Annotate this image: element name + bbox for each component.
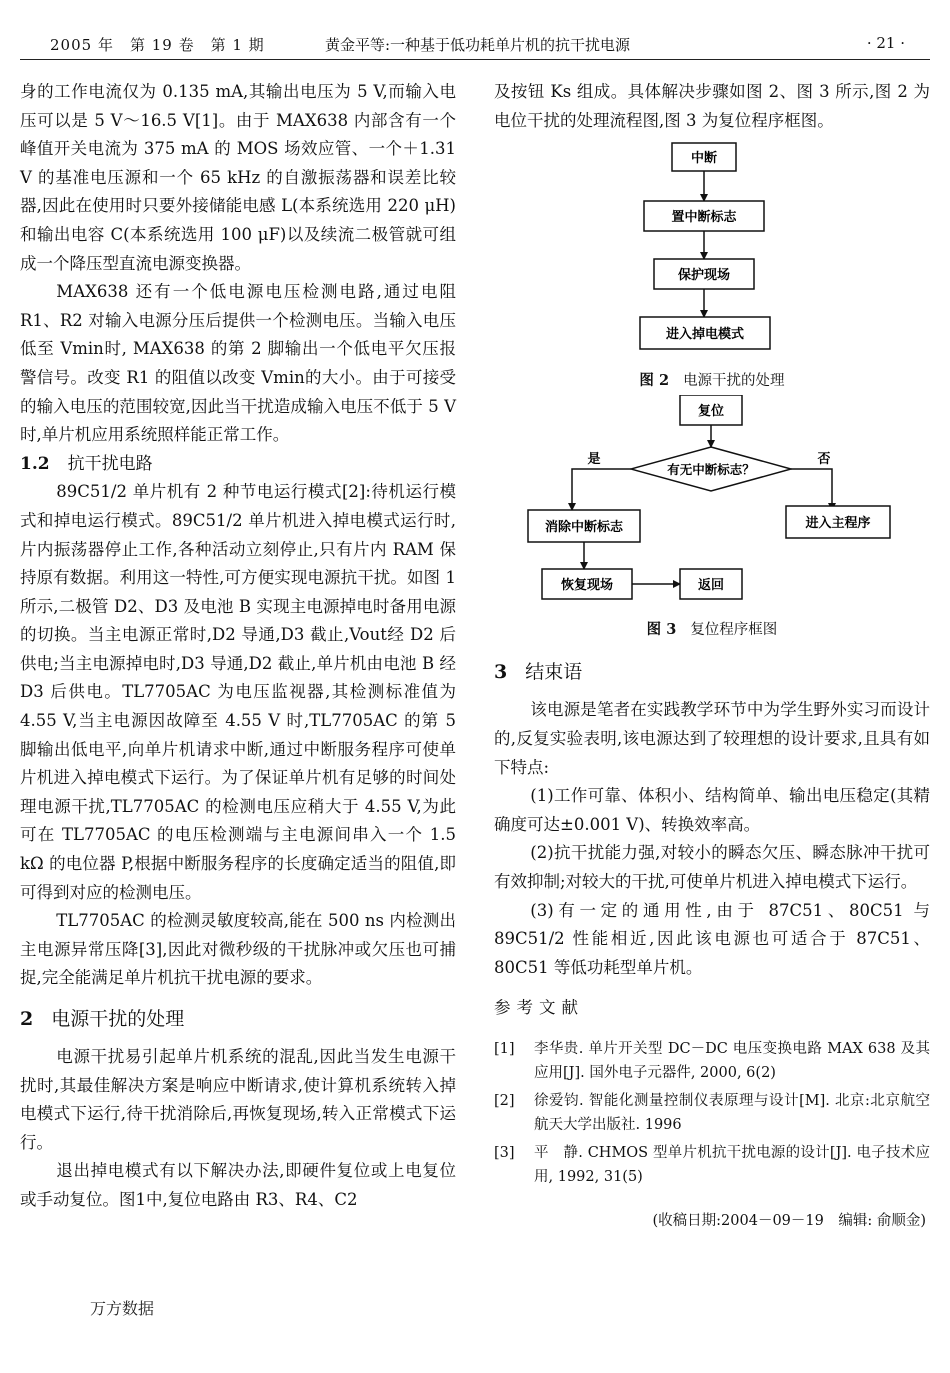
right-column [494,78,930,1236]
figure-number: 图 3 [646,621,677,639]
issue-info: 2005 年 第 19 卷 第 1 期 [50,36,265,54]
paragraph: 该电源是笔者在实践教学环节中为学生野外实习而设计的,反复实验表明,该电源达到了较理想的设计要求,且具有如下特点: [494,700,930,777]
section-number: 1.2 [20,453,50,474]
reference-item [494,1141,930,1189]
node-restore-context-label: 恢复现场 [560,577,614,593]
paragraph: 身的工作电流仅为 0.135 mA,其输出电压为 5 V,而输入电压可以是 5 V～16.5 V[1]。由于 MAX638 内部含有一个峰值开关电流为 375 mA 的 MOS 场效应管、一个＋1.31 V 的基准电压源和一个 65 kHz 的自激振荡器和误差比较器,因此在使用时只要外接储能电感 L(本系统选用 220 μH)和输出电容 C(本系统选用 100 μF)以及续流二极管就可组成一个降压型直流电源变换器。 [20,82,456,273]
header-rule [20,59,930,60]
node-set-flag-label: 置中断标志 [671,210,737,226]
paragraph: (3)有一定的通用性,由于 87C51、80C51 与 89C51/2 性能相近,因此该电源也可适合于 87C51、80C51 等低功耗型单片机。 [494,900,930,977]
reference-item [494,1089,930,1137]
node-main-program-label: 进入主程序 [805,515,871,531]
node-reset-label: 复位 [697,403,725,419]
section-title: 结束语 [525,661,583,684]
footer-watermark: 万方数据 [90,1299,155,1318]
reference-text: 平 静. CHMOS 型单片机抗干扰电源的设计[J]. 电子技术应用, 1992, 31(5) [534,1144,930,1185]
reference-item [494,1037,930,1085]
node-interrupt-label: 中断 [690,151,718,167]
left-column [20,78,456,1215]
running-header [20,30,930,60]
section-heading-1-2 [20,450,456,479]
node-save-context-label: 保护现场 [677,268,731,284]
figure-3-caption [494,620,930,640]
yes-branch [572,469,631,510]
section-number: 3 [494,661,508,684]
reference-number: [3] [494,1144,515,1161]
figure-number: 图 2 [639,371,670,389]
section-number: 2 [20,1008,34,1030]
decision-label: 有无中断标志？ [667,461,755,477]
section-heading-2 [20,1005,456,1033]
figure-caption-text: 复位程序框图 [690,622,778,639]
paragraph: TL7705AC 的检测灵敏度较高,能在 500 ns 内检测出主电源异常压降[3],因此对微秒级的干扰脉冲或欠压也可捕捉,完全能满足单片机抗干扰电源的要求。 [20,911,456,988]
figure-3-flowchart [494,395,930,609]
node-return-label: 返回 [697,577,725,593]
section-title: 抗干扰电路 [67,453,153,474]
running-title: 黄金平等:一种基于低功耗单片机的抗干扰电源 [325,36,631,54]
paragraph: 退出掉电模式有以下解决办法,即硬件复位或上电复位或手动复位。图1中,复位电路由 R3、R4、C2 [20,1161,456,1209]
reference-text: 徐爱钧. 智能化测量控制仪表原理与设计[M]. 北京:北京航空航天大学出版社. 1996 [534,1092,930,1133]
page-number: · 21 · [866,34,905,52]
yes-label: 是 [587,451,601,467]
paragraph: 89C51/2 单片机有 2 种节电运行模式[2]:待机运行模式和掉电运行模式。89C51/2 单片机进入掉电模式运行时,片内振荡器停止工作,各种活动立刻停止,只有片内 RAM 保持原有数据。利用这一特性,可方便实现电源抗干扰。如图 1 所示,二极管 D2、D3 及电池 B 实现主电源掉电时备用电源的切换。当主电源正常时,D2 导通,D3 截止,Vout经 D2 后供电;当主电源掉电时,D3 导通,D2 截止,单片机由电池 B 经 D3 后供电。TL7705AC 为电压监视器,其检测标准值为 4.55 V,当主电源因故障至 4.55 V 时,TL7705AC 的第 5 脚输出低电平,向单片机请求中断,通过中断服务程序可使单片机进入掉电模式下运行。为了保证单片机有足够的时间处理电源干扰,TL7705AC 的检测电压应稍大于 4.55 V,为此可在 TL7705AC 的电压检测端与主电源间串入一个 1.5 kΩ 的电位器 P,根据中断服务程序的长度确定适当的阻值,即可得到对应的检测电压。 [20,482,456,902]
node-clear-flag-label: 消除中断标志 [544,519,624,535]
no-label: 否 [817,451,831,467]
reference-number: [1] [494,1040,515,1057]
node-power-down-label: 进入掉电模式 [665,327,745,343]
reference-text: 李华贵. 单片开关型 DC－DC 电压变换电路 MAX 638 及其应用[J]. 国外电子元器件, 2000, 6(2) [534,1040,930,1081]
no-branch [791,469,832,510]
figure-2-caption [494,371,930,391]
paragraph: 电源干扰易引起单片机系统的混乱,因此当发生电源干扰时,其最佳解决方案是响应中断请求,使计算机系统转入掉电模式下运行,待干扰消除后,再恢复现场,转入正常模式下运行。 [20,1047,456,1152]
figure-2-flowchart [494,139,930,359]
reference-number: [2] [494,1092,515,1109]
section-title: 电源干扰的处理 [51,1008,185,1030]
paragraph: (2)抗干扰能力强,对较小的瞬态欠压、瞬态脉冲干扰可有效抑制;对较大的干扰,可使单片机进入掉电模式下运行。 [494,843,930,891]
paragraph: (1)工作可靠、体积小、结构简单、输出电压稳定(其精确度可达±0.001 V)、转换效率高。 [494,786,930,834]
received-date: (收稿日期:2004－09－19 编辑: 俞顺金) [652,1212,926,1229]
references-heading: 参考文献 [494,998,584,1018]
paragraph: MAX638 还有一个低电源电压检测电路,通过电阻 R1、R2 对输入电源分压后提供一个检测电压。当输入电压低至 Vmin时, MAX638 的第 2 脚输出一个低电平欠压报警信号。改变 R1 的阻值以改变 Vmin的大小。由于可接受的输入电压的范围较宽,因此当干扰造成输入电压不低于 5 V 时,单片机应用系统照样能正常工作。 [20,282,456,445]
figure-caption-text: 电源干扰的处理 [683,372,785,389]
section-heading-3 [494,658,930,686]
paragraph: 及按钮 Ks 组成。具体解决步骤如图 2、图 3 所示,图 2 为电位干扰的处理流程图,图 3 为复位程序框图。 [494,82,930,130]
